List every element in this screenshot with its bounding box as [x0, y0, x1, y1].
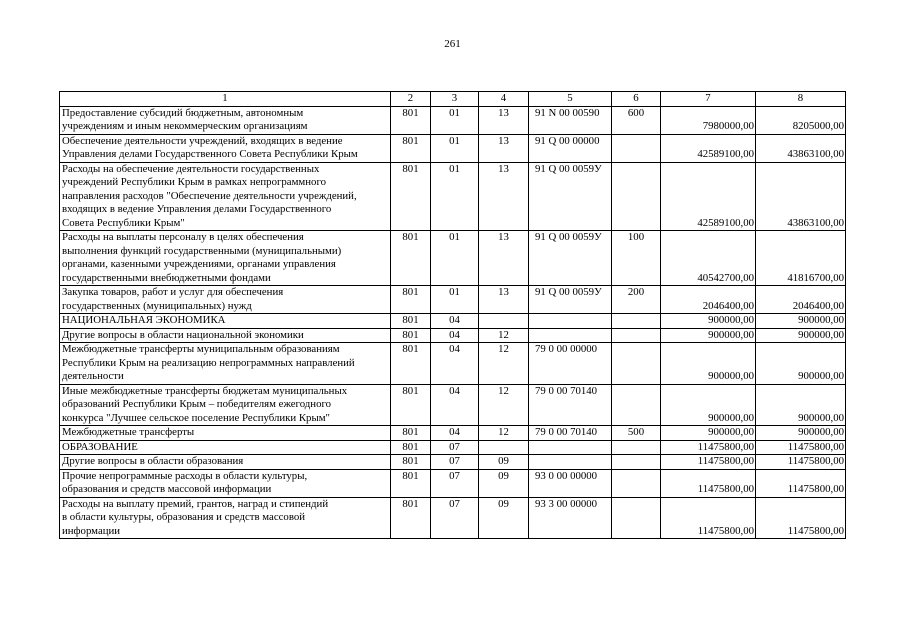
subsection-code-cell: [479, 440, 529, 455]
header-col-target-article: 5: [529, 92, 612, 107]
ministry-code-cell: 801: [391, 384, 431, 426]
amount-col7-cell: 900000,00: [661, 384, 756, 426]
target-article-cell: 91 N 00 00590: [529, 106, 612, 134]
target-article-cell: [529, 328, 612, 343]
item-name-line: учреждениям и иным некоммерческим организациям: [62, 120, 308, 132]
target-article-cell: 93 3 00 00000: [529, 497, 612, 539]
table-row: [60, 314, 846, 329]
expense-type-cell: [612, 440, 661, 455]
subsection-code-cell: 13: [479, 162, 529, 231]
amount-col8-cell: 11475800,00: [756, 497, 846, 539]
item-name-line: Другие вопросы в области образования: [62, 455, 244, 467]
table-row: [60, 134, 846, 162]
target-article-cell: 91 Q 00 00000: [529, 134, 612, 162]
header-col-ministry: 2: [391, 92, 431, 107]
amount-col7-cell: 900000,00: [661, 328, 756, 343]
table-row: [60, 497, 846, 539]
amount-col8-cell: 43863100,00: [756, 134, 846, 162]
section-code-cell: 07: [431, 440, 479, 455]
amount-col7-cell: 11475800,00: [661, 455, 756, 470]
item-name-line: государственных (муниципальных) нужд: [62, 299, 252, 312]
item-name-cell: [60, 134, 391, 162]
ministry-code-cell: 801: [391, 469, 431, 497]
subsection-code-cell: 13: [479, 134, 529, 162]
expense-type-cell: 500: [612, 426, 661, 441]
item-name-cell: [60, 426, 391, 441]
expense-type-cell: [612, 469, 661, 497]
amount-col8-cell: 41816700,00: [756, 231, 846, 286]
table-row: [60, 286, 846, 314]
item-name-cell: [60, 231, 391, 286]
target-article-cell: 91 Q 00 0059У: [529, 162, 612, 231]
item-name-line: Закупка товаров, работ и услуг для обеспечения: [62, 286, 284, 298]
section-code-cell: 01: [431, 286, 479, 314]
item-name-line: Межбюджетные трансферты: [62, 426, 195, 438]
ministry-code-cell: 801: [391, 328, 431, 343]
item-name-cell: [60, 286, 391, 314]
amount-col7-cell: 42589100,00: [661, 134, 756, 162]
amount-col7-cell: 40542700,00: [661, 231, 756, 286]
target-article-cell: 79 0 00 70140: [529, 384, 612, 426]
target-article-cell: 79 0 00 00000: [529, 343, 612, 385]
item-name-line: Расходы на обеспечение деятельности государственных: [62, 162, 320, 175]
table-body: [60, 92, 846, 539]
expense-type-cell: [612, 328, 661, 343]
ministry-code-cell: 801: [391, 162, 431, 231]
target-article-cell: [529, 314, 612, 329]
section-code-cell: 01: [431, 134, 479, 162]
table-row: [60, 440, 846, 455]
item-name-line: информации: [62, 524, 121, 537]
ministry-code-cell: 801: [391, 497, 431, 539]
item-name-line: Другие вопросы в области национальной экономики: [62, 328, 304, 341]
expense-type-cell: [612, 384, 661, 426]
subsection-code-cell: 09: [479, 469, 529, 497]
header-col-section: 3: [431, 92, 479, 107]
item-name-line: ОБРАЗОВАНИЕ: [62, 440, 138, 453]
item-name-line: учреждений Республики Крым в рамках непрограммного: [62, 176, 327, 188]
expense-type-cell: [612, 314, 661, 329]
expense-type-cell: [612, 134, 661, 162]
expense-type-cell: [612, 455, 661, 470]
ministry-code-cell: 801: [391, 314, 431, 329]
target-article-cell: 91 Q 00 0059У: [529, 231, 612, 286]
item-name-line: образования и средств массовой информации: [62, 483, 272, 495]
item-name-line: конкурса "Лучшее сельское поселение Республики Крым": [62, 411, 330, 424]
target-article-cell: 79 0 00 70140: [529, 426, 612, 441]
subsection-code-cell: [479, 314, 529, 329]
ministry-code-cell: 801: [391, 231, 431, 286]
amount-col7-cell: 42589100,00: [661, 162, 756, 231]
item-name-line: Межбюджетные трансферты муниципальным образованиям: [62, 343, 340, 355]
header-col-amount-1: 7: [661, 92, 756, 107]
amount-col8-cell: 2046400,00: [756, 286, 846, 314]
item-name-cell: [60, 455, 391, 470]
target-article-cell: 93 0 00 00000: [529, 469, 612, 497]
item-name-line: Обеспечение деятельности учреждений, входящих в ведение: [62, 134, 343, 147]
budget-table: [59, 91, 846, 539]
section-code-cell: 04: [431, 426, 479, 441]
amount-col8-cell: 900000,00: [756, 426, 846, 441]
subsection-code-cell: 12: [479, 328, 529, 343]
item-name-cell: [60, 497, 391, 539]
item-name-line: Управления делами Государственного Совета Республики Крым: [62, 148, 358, 160]
ministry-code-cell: 801: [391, 134, 431, 162]
item-name-line: государственными внебюджетными фондами: [62, 271, 271, 284]
amount-col8-cell: 11475800,00: [756, 440, 846, 455]
table-row: [60, 106, 846, 134]
ministry-code-cell: 801: [391, 426, 431, 441]
target-article-cell: [529, 455, 612, 470]
section-code-cell: 01: [431, 231, 479, 286]
subsection-code-cell: 12: [479, 384, 529, 426]
expense-type-cell: [612, 497, 661, 539]
ministry-code-cell: 801: [391, 106, 431, 134]
header-col-subsection: 4: [479, 92, 529, 107]
item-name-line: органами, казенными учреждениями, органами управления: [62, 258, 336, 270]
header-col-expense-type: 6: [612, 92, 661, 107]
amount-col7-cell: 2046400,00: [661, 286, 756, 314]
target-article-cell: [529, 440, 612, 455]
item-name-cell: [60, 162, 391, 231]
table-header-row: [60, 92, 846, 107]
ministry-code-cell: 801: [391, 286, 431, 314]
section-code-cell: 04: [431, 328, 479, 343]
amount-col8-cell: 43863100,00: [756, 162, 846, 231]
item-name-line: образований Республики Крым – победителям ежегодного: [62, 398, 332, 410]
expense-type-cell: [612, 343, 661, 385]
item-name-line: выполнения функций государственными (муниципальными): [62, 244, 342, 257]
subsection-code-cell: 09: [479, 497, 529, 539]
table-row: [60, 455, 846, 470]
section-code-cell: 04: [431, 314, 479, 329]
subsection-code-cell: 09: [479, 455, 529, 470]
ministry-code-cell: 801: [391, 343, 431, 385]
item-name-cell: [60, 314, 391, 329]
expense-type-cell: [612, 162, 661, 231]
item-name-line: деятельности: [62, 370, 124, 382]
item-name-cell: [60, 469, 391, 497]
ministry-code-cell: 801: [391, 455, 431, 470]
amount-col8-cell: 900000,00: [756, 328, 846, 343]
subsection-code-cell: 12: [479, 426, 529, 441]
item-name-cell: [60, 384, 391, 426]
amount-col8-cell: 900000,00: [756, 343, 846, 385]
amount-col8-cell: 900000,00: [756, 314, 846, 329]
table-row: [60, 343, 846, 385]
item-name-line: Расходы на выплаты персоналу в целях обеспечения: [62, 231, 304, 243]
amount-col7-cell: 900000,00: [661, 426, 756, 441]
expense-type-cell: 100: [612, 231, 661, 286]
item-name-line: Республики Крым на реализацию непрограммных направлений: [62, 356, 355, 369]
header-col-name: 1: [60, 92, 391, 107]
subsection-code-cell: 13: [479, 106, 529, 134]
target-article-cell: 91 Q 00 0059У: [529, 286, 612, 314]
table-row: [60, 162, 846, 231]
amount-col7-cell: 11475800,00: [661, 469, 756, 497]
table-row: [60, 231, 846, 286]
section-code-cell: 07: [431, 455, 479, 470]
amount-col7-cell: 900000,00: [661, 343, 756, 385]
section-code-cell: 07: [431, 497, 479, 539]
section-code-cell: 07: [431, 469, 479, 497]
table-row: [60, 469, 846, 497]
section-code-cell: 04: [431, 384, 479, 426]
amount-col7-cell: 900000,00: [661, 314, 756, 329]
table-row: [60, 426, 846, 441]
ministry-code-cell: 801: [391, 440, 431, 455]
subsection-code-cell: 12: [479, 343, 529, 385]
item-name-line: в области культуры, образования и средств массовой: [62, 511, 306, 523]
amount-col8-cell: 900000,00: [756, 384, 846, 426]
section-code-cell: 01: [431, 162, 479, 231]
amount-col8-cell: 11475800,00: [756, 455, 846, 470]
expense-type-cell: 200: [612, 286, 661, 314]
subsection-code-cell: 13: [479, 231, 529, 286]
item-name-line: направления расходов "Обеспечение деятельности учреждений,: [62, 189, 357, 202]
item-name-cell: [60, 343, 391, 385]
amount-col8-cell: 8205000,00: [756, 106, 846, 134]
item-name-line: Иные межбюджетные трансферты бюджетам муниципальных: [62, 384, 348, 397]
amount-col7-cell: 7980000,00: [661, 106, 756, 134]
item-name-line: Расходы на выплату премий, грантов, наград и стипендий: [62, 497, 329, 510]
page-number: 261: [444, 38, 461, 50]
table-row: [60, 384, 846, 426]
amount-col7-cell: 11475800,00: [661, 440, 756, 455]
item-name-line: Совета Республики Крым": [62, 216, 185, 229]
item-name-line: Прочие непрограммные расходы в области культуры,: [62, 469, 308, 482]
header-col-amount-2: 8: [756, 92, 846, 107]
expense-type-cell: 600: [612, 106, 661, 134]
item-name-line: НАЦИОНАЛЬНАЯ ЭКОНОМИКА: [62, 314, 226, 326]
item-name-line: Предоставление субсидий бюджетным, автономным: [62, 106, 304, 119]
table-row: [60, 328, 846, 343]
item-name-cell: [60, 106, 391, 134]
section-code-cell: 01: [431, 106, 479, 134]
item-name-cell: [60, 440, 391, 455]
amount-col7-cell: 11475800,00: [661, 497, 756, 539]
amount-col8-cell: 11475800,00: [756, 469, 846, 497]
item-name-line: входящих в ведение Управления делами Государственного: [62, 203, 332, 215]
section-code-cell: 04: [431, 343, 479, 385]
subsection-code-cell: 13: [479, 286, 529, 314]
item-name-cell: [60, 328, 391, 343]
